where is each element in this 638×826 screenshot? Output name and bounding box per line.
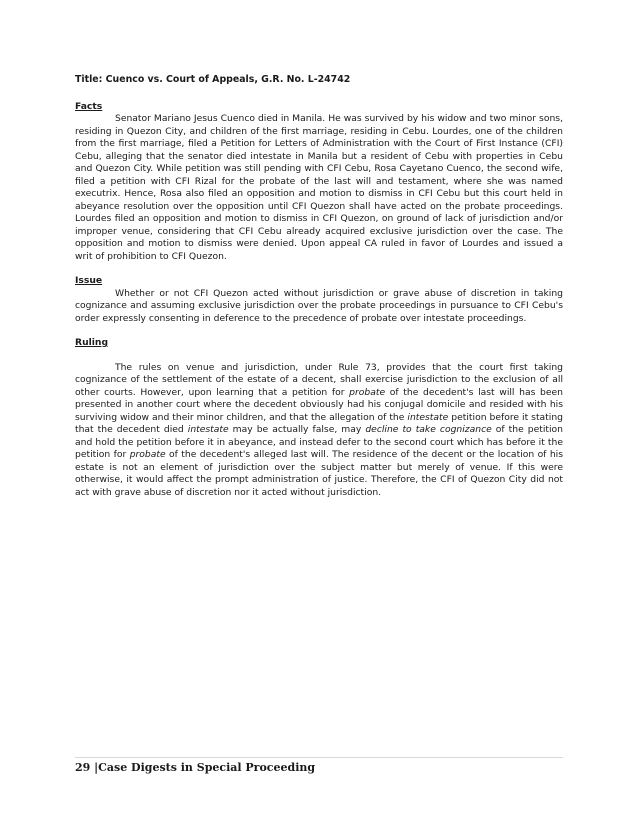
case-title: Title: Cuenco vs. Court of Appeals, G.R. No. L-24742 (75, 74, 351, 85)
ruling-text: of the decedent's alleged last will. The residence of the decent or the location of his estate is not an element of jurisdiction over the subject matter but merely of venue. If this were otherwise, it would affect the prompt administration of justice. Therefore, the CFI of Quezon City did not act with grave abuse of discretion nor it acted without jurisdiction. (75, 449, 563, 498)
ruling-emphasis: intestate (187, 424, 229, 435)
ruling-text: of the petition and hold the petition before it in abeyance, and instead defer to the second court which has before it the petition for (75, 424, 563, 460)
footer-divider (75, 757, 563, 758)
ruling-heading: Ruling (75, 337, 109, 348)
page-footer: 29 |Case Digests in Special Proceeding (75, 761, 316, 774)
ruling-text: petition before it stating that the decedent died (75, 411, 563, 435)
issue-paragraph: Whether or not CFI Quezon acted without jurisdiction or grave abuse of discretion in taking cognizance and assuming exclusive jurisdiction over the probate proceedings in pursuance to CFI Cebu's order expressly consenting in deference to the precedence of probate over intestate proceedings. (75, 287, 563, 324)
ruling-text: The rules on venue and jurisdiction, under Rule 73, provides that the court first taking cognizance of the settlement of the estate of a decent, shall exercise jurisdiction to the exclusion of all other courts. However, upon learning that a petition for (75, 361, 563, 398)
ruling-emphasis: decline to take cognizance (365, 424, 492, 435)
document-body (75, 74, 563, 511)
ruling-paragraph (75, 362, 563, 500)
ruling-emphasis: probate (349, 386, 386, 398)
facts-paragraph: Senator Mariano Jesus Cuenco died in Manila. He was survived by his widow and two minor sons, residing in Quezon City, and children of the first marriage, residing in Cebu. Lourdes, one of the children from the first marriage, filed a Petition for Letters of Administration with the Court of First Instance (CFI) Cebu, alleging that the senator died intestate in Manila but a resident of Cebu with properties in Cebu and Quezon City. While petition was still pending with CFI Cebu, Rosa Cayetano Cuenco, the second wife, filed a petition with CFI Rizal for the probate of the last will and testament, where she was named executrix. Hence, Rosa also filed an opposition and motion to dismiss in CFI Cebu but this court held in abeyance resolution over the opposition until CFI Quezon shall have acted on the probate proceedings. Lourdes filed an opposition and motion to dismiss in CFI Quezon, on ground of lack of jurisdiction and/or improper venue, considering that CFI Cebu already acquired exclusive jurisdiction over the case. The opposition and motion to dismiss were denied. Upon appeal CA ruled in favor of Lourdes and issued a writ of prohibition to CFI Quezon. (75, 113, 563, 262)
ruling-emphasis: probate (129, 449, 166, 460)
issue-heading: Issue (75, 275, 103, 286)
facts-heading: Facts (75, 100, 103, 112)
ruling-text: may be actually false, may (228, 424, 366, 435)
ruling-text: of the decedent's last will has been presented in another court where the decedent obviously had his conjugal domicile and resided with his surviving widow and their minor children, and that the allegation of the (75, 386, 563, 423)
ruling-emphasis: intestate (407, 411, 449, 423)
